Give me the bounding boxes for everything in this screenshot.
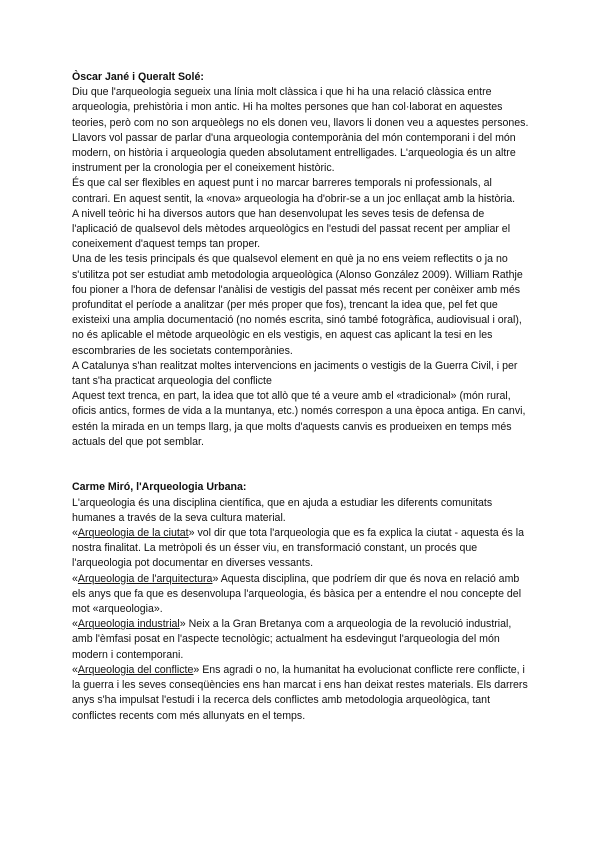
paragraph: Diu que l'arqueologia segueix una línia molt clàssica i que hi ha una relació clàssica entre arqueologia, prehistòria i mon antic. Hi ha moltes persones que han col·laborat en aquestes teories, però com no son arqueòlegs no els donen veu, llavors li donen veu a aquestes persones. [72, 86, 529, 129]
paragraph: A nivell teòric hi ha diversos autors que han desenvolupat les seves tesis de defensa de l'aplicació de qualsevol dels mètodes arqueològics en l'estudi del passat recent per ampliar el coneixement d'aquest temps tan proper. [72, 207, 511, 251]
quote-close: » [193, 663, 200, 676]
term-arqueologia-del-conflicte: Arqueologia del conflicte [77, 663, 194, 676]
definition-text: Aquesta disciplina, que podríem dir que és nova en relació amb els anys que fa que es desenvolupa l'arqueologia, és bàsica per a entendre el nou concepte del mot «arqueologia». [72, 572, 522, 616]
quote-open: « [72, 618, 78, 631]
paragraph: A Catalunya s'han realitzat moltes intervencions en jaciments o vestigis de la Guerra Civil, i per tant s'ha practicat arqueologia del conflicte [72, 359, 518, 388]
definition-item-arquitectura [72, 572, 530, 618]
definition-item-industrial [72, 617, 530, 663]
definition-item-ciutat [72, 526, 530, 572]
term-arqueologia-industrial: Arqueologia industrial [77, 618, 180, 631]
term-arqueologia-de-l-arquitectura: Arqueologia de l'arquitectura [77, 572, 213, 585]
definition-item-conflicte [72, 663, 530, 724]
paragraph: Aquest text trenca, en part, la idea que tot allò que té a veure amb el «tradicional» (món rural, oficis antics, formes de vida a la muntanya, etc.) només correspon a una època antiga. En canvi, estén la mirada en un temps llarg, ja que molts d'aquests canvis es produeixen en temps més actuals del que pot semblar. [72, 390, 526, 448]
quote-open: « [72, 527, 78, 540]
document-body [72, 70, 530, 724]
definition-text: vol dir que tota l'arqueologia que es fa explica la ciutat - aquesta és la nostra finalitat. La metròpoli és un ésser viu, en transformació constant, un procés que l'arqueologia pot documentar en diverses vessants. [72, 527, 525, 570]
term-arqueologia-de-la-ciutat: Arqueologia de la ciutat [77, 527, 189, 540]
paragraph: Una de les tesis principals és que qualsevol element en què ja no ens veiem reflectits o ja no s'utilitza pot ser estudiat amb metodologia arqueològica (Alonso González 2009). William Rathje fou pioner a l'hora de defensar l'anàlisi de vestigis del passat més recent per conèixer amb més profunditat el període a analitzar (per més proper que fos), trencant la idea que, pel fet que existeixi una amplia documentació (no només escrita, sinó també fotogràfica, audiovisual i oral), no és aplicable el mètode arqueològic en els vestigis, en aquest cas aplicant la tesi en les escombraries de les societats contemporànies. [72, 253, 523, 357]
quote-open: « [72, 663, 78, 676]
section-heading-jane-sole: Òscar Jané i Queralt Solé: [72, 71, 204, 83]
quote-close: » [179, 618, 186, 631]
quote-open: « [72, 572, 78, 585]
quote-close: » [212, 572, 219, 585]
paragraph: És que cal ser flexibles en aquest punt i no marcar barreres temporals ni professionals, al contrari. En aquest sentit, la «nova» arqueologia ha d'obrir-se a un joc enllaçat amb la història. [72, 177, 516, 205]
section-gap [72, 450, 530, 465]
definition-text: Neix a la Gran Bretanya com a arqueologia de la revolució industrial, amb l'èmfasi posat en l'aspecte tecnològic; actualment ha esdevingut l'arqueologia del món modern i contemporani. [72, 618, 512, 661]
section-gap [72, 465, 530, 480]
paragraph: L'arqueologia és una disciplina científica, que en ajuda a estudiar les diferents comunitats humanes a través de la seva cultura material. [72, 496, 493, 524]
paragraph: Llavors vol passar de parlar d'una arqueologia contemporània del món contemporani i del món modern, on història i arqueologia queden absolutament entrelligades. L'arqueologia és un altre instrument per la cronologia per el coneixement històric. [72, 131, 516, 175]
definition-text: Ens agradi o no, la humanitat ha evolucionat conflicte rere conflicte, i la guerra i les seves conseqüències ens han marcat i ens han deixat restes materials. Els darrers anys s'ha impulsat l'estudi i la recerca dels conflictes amb metodologia arqueològica, tant conflictes recents com més allunyats en el temps. [72, 663, 528, 722]
section-heading-miro: Carme Miró, l'Arqueologia Urbana: [72, 481, 247, 494]
quote-close: » [188, 527, 195, 540]
